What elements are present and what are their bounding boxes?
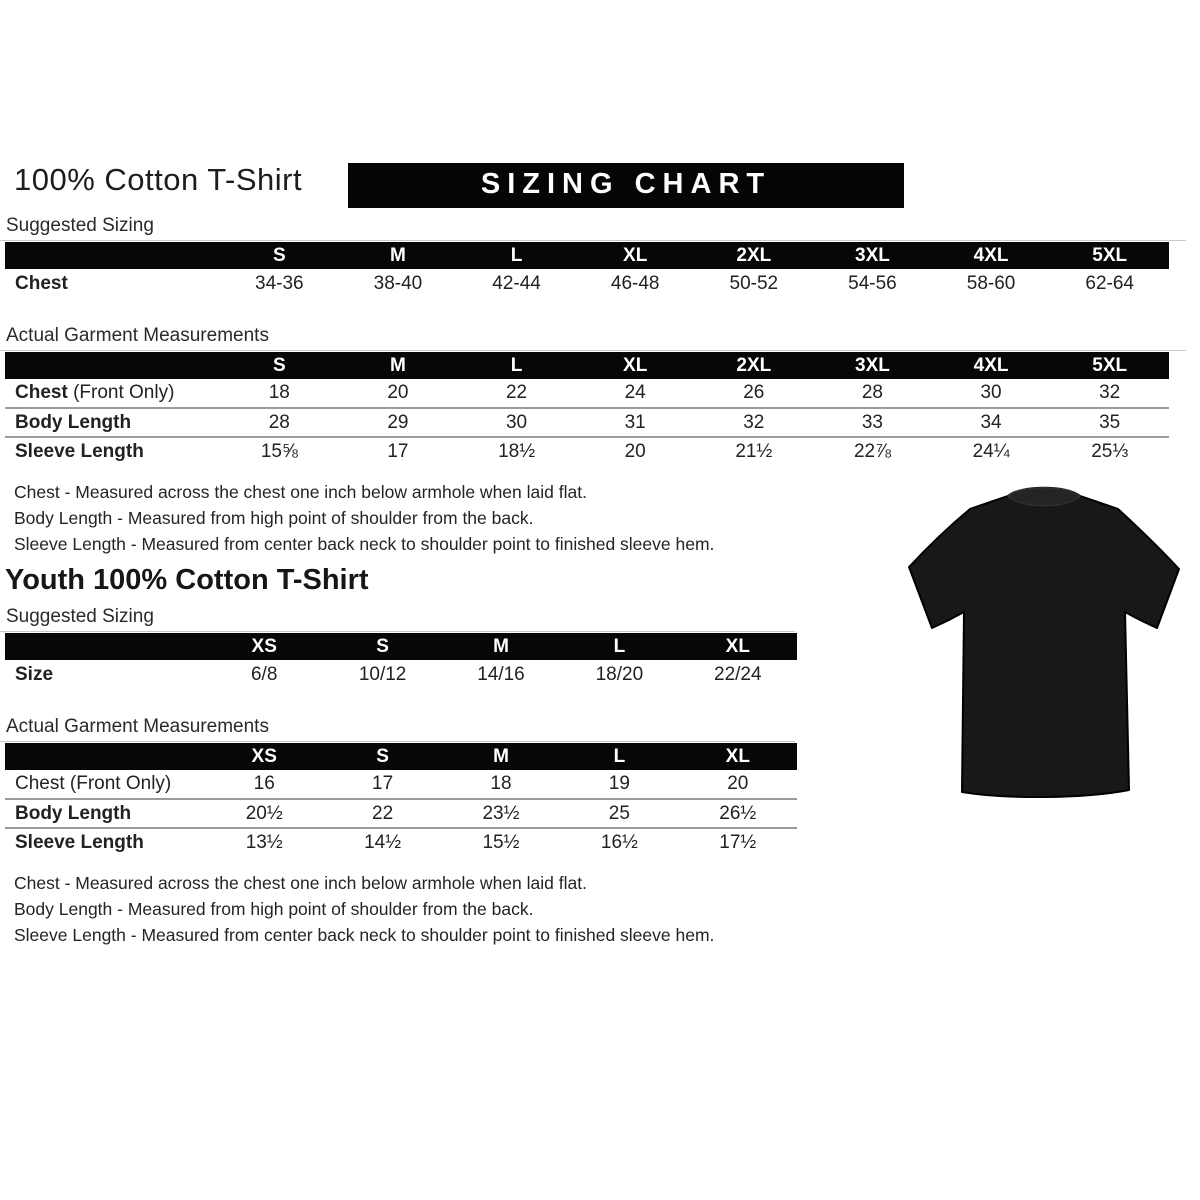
- cell-value: 22: [323, 799, 441, 828]
- cell-value: 50-52: [729, 272, 779, 294]
- black-tshirt-image: [893, 474, 1195, 812]
- cell-value: 22/24: [714, 663, 762, 685]
- cell-value: 28: [813, 379, 932, 408]
- page-title: 100% Cotton T-Shirt: [14, 162, 303, 197]
- cell-value: 32: [1050, 379, 1169, 408]
- header: [0, 162, 1200, 208]
- row-label: [5, 437, 220, 466]
- cell-value: 18: [220, 379, 339, 408]
- table-header-row: [5, 743, 797, 770]
- table-row: [5, 408, 1169, 437]
- empty-header-cell: [5, 743, 205, 770]
- column-header: 4XL: [932, 352, 1051, 379]
- cell-value: 20: [339, 379, 458, 408]
- cell-value: 34: [932, 408, 1051, 437]
- table-row: [5, 269, 1169, 298]
- row-label-text: Body Length: [15, 802, 132, 824]
- cell-value: 31: [576, 408, 695, 437]
- cell-value: 13½: [245, 832, 283, 853]
- note-line: Chest - Measured across the chest one inch below armhole when laid flat.: [14, 873, 587, 893]
- cell-value: 58-60: [966, 272, 1016, 294]
- cell-value: 21½: [735, 441, 773, 462]
- cell-value: 25: [560, 799, 678, 828]
- youth-suggested-sizing-label: Suggested Sizing: [0, 606, 795, 632]
- adult-actual-measurements-label: Actual Garment Measurements: [0, 325, 1186, 351]
- column-header: 4XL: [932, 242, 1051, 269]
- youth-section: [0, 606, 806, 948]
- cell-value: 14½: [364, 832, 402, 853]
- cell-value: 30: [932, 379, 1051, 408]
- table-row: [5, 799, 797, 828]
- cell-value: 14/16: [477, 663, 525, 685]
- row-label-text: Chest: [15, 382, 68, 403]
- row-label: [5, 770, 205, 799]
- empty-header-cell: [5, 352, 220, 379]
- youth-section-title: Youth 100% Cotton T-Shirt: [5, 564, 369, 596]
- youth-suggested-sizing-table: [5, 633, 797, 689]
- table-header-row: [5, 352, 1169, 379]
- cell-value: 22⅞: [853, 441, 891, 462]
- cell-value: 24: [576, 379, 695, 408]
- column-header: L: [457, 242, 576, 269]
- tshirt-icon: [893, 474, 1195, 812]
- adult-suggested-sizing-table: [5, 242, 1169, 298]
- sizing-chart-banner: SIZING CHART: [348, 163, 904, 208]
- column-header: M: [442, 633, 560, 660]
- cell-value: 18/20: [595, 663, 644, 685]
- cell-value: 18: [442, 770, 560, 799]
- column-header: XL: [576, 352, 695, 379]
- column-header: S: [323, 743, 441, 770]
- note-line: Sleeve Length - Measured from center back neck to shoulder point to finished sleeve hem.: [14, 925, 715, 945]
- cell-value: 17: [387, 441, 409, 462]
- youth-measurement-notes: [14, 870, 806, 948]
- table-row: [5, 437, 1169, 466]
- cell-value: 42-44: [492, 272, 541, 294]
- cell-value: 20: [679, 770, 797, 799]
- column-header: S: [220, 352, 339, 379]
- column-header: XL: [679, 633, 797, 660]
- column-header: XS: [205, 743, 323, 770]
- cell-value: 16: [205, 770, 323, 799]
- row-label-text: Sleeve Length: [15, 441, 144, 462]
- cell-value: 17: [323, 770, 441, 799]
- column-header: L: [560, 633, 678, 660]
- row-label: [5, 408, 220, 437]
- cell-value: 20½: [205, 799, 323, 828]
- cell-value: 34-36: [255, 272, 304, 294]
- column-header: 3XL: [813, 352, 932, 379]
- cell-value: 10/12: [358, 663, 407, 685]
- column-header: XS: [205, 633, 323, 660]
- column-header: 2XL: [695, 242, 814, 269]
- cell-value: 20: [624, 441, 646, 462]
- cell-value: 23½: [442, 799, 560, 828]
- column-header: L: [457, 352, 576, 379]
- cell-value: 26½: [679, 799, 797, 828]
- cell-value: 25⅓: [1091, 441, 1129, 462]
- column-header: L: [560, 743, 678, 770]
- column-header: M: [339, 242, 458, 269]
- table-row: [5, 379, 1169, 408]
- column-header: 5XL: [1050, 242, 1169, 269]
- adult-actual-measurements-table: [5, 352, 1169, 466]
- column-header: M: [442, 743, 560, 770]
- adult-suggested-sizing-label: Suggested Sizing: [0, 215, 1186, 241]
- column-header: S: [323, 633, 441, 660]
- cell-value: 18½: [498, 441, 536, 462]
- column-header: M: [339, 352, 458, 379]
- empty-header-cell: [5, 242, 220, 269]
- cell-value: 22: [457, 379, 576, 408]
- row-label-text: Chest (Front Only): [15, 773, 172, 794]
- empty-header-cell: [5, 633, 205, 660]
- table-row: [5, 770, 797, 799]
- cell-value: 16½: [600, 832, 638, 853]
- row-label-text: Size: [15, 663, 54, 685]
- cell-value: 28: [220, 408, 339, 437]
- cell-value: 30: [457, 408, 576, 437]
- cell-value: 17½: [719, 832, 757, 853]
- column-header: 3XL: [813, 242, 932, 269]
- row-label-text: Sleeve Length: [15, 832, 144, 853]
- table-header-row: [5, 242, 1169, 269]
- row-label: [5, 379, 220, 408]
- note-line: Body Length - Measured from high point of shoulder from the back.: [14, 899, 534, 919]
- cell-value: 38-40: [373, 272, 423, 294]
- note-line: Body Length - Measured from high point of shoulder from the back.: [14, 508, 534, 528]
- column-header: 5XL: [1050, 352, 1169, 379]
- note-line: Chest - Measured across the chest one inch below armhole when laid flat.: [14, 482, 587, 502]
- cell-value: 15½: [482, 832, 520, 853]
- table-row: [5, 828, 797, 857]
- youth-actual-measurements-label: Actual Garment Measurements: [0, 716, 795, 742]
- table-row: [5, 660, 797, 689]
- cell-value: 6/8: [250, 663, 278, 685]
- row-label: [5, 660, 205, 689]
- row-label-text: Chest: [15, 272, 68, 294]
- column-header: XL: [679, 743, 797, 770]
- cell-value: 33: [813, 408, 932, 437]
- row-label: [5, 828, 205, 857]
- note-line: Sleeve Length - Measured from center back neck to shoulder point to finished sleeve hem.: [14, 534, 715, 554]
- cell-value: 35: [1050, 408, 1169, 437]
- cell-value: 62-64: [1085, 272, 1134, 294]
- cell-value: 46-48: [610, 272, 660, 294]
- youth-actual-measurements-table: [5, 743, 797, 857]
- row-label: [5, 269, 220, 298]
- cell-value: 24¼: [972, 441, 1010, 462]
- column-header: XL: [576, 242, 695, 269]
- table-header-row: [5, 633, 797, 660]
- column-header: 2XL: [695, 352, 814, 379]
- cell-value: 15⅝: [260, 441, 298, 462]
- column-header: S: [220, 242, 339, 269]
- row-label-suffix: (Front Only): [67, 382, 175, 403]
- cell-value: 29: [339, 408, 458, 437]
- cell-value: 26: [695, 379, 814, 408]
- cell-value: 32: [695, 408, 814, 437]
- row-label-text: Body Length: [15, 411, 132, 433]
- row-label: [5, 799, 205, 828]
- cell-value: 54-56: [848, 272, 897, 294]
- cell-value: 19: [560, 770, 678, 799]
